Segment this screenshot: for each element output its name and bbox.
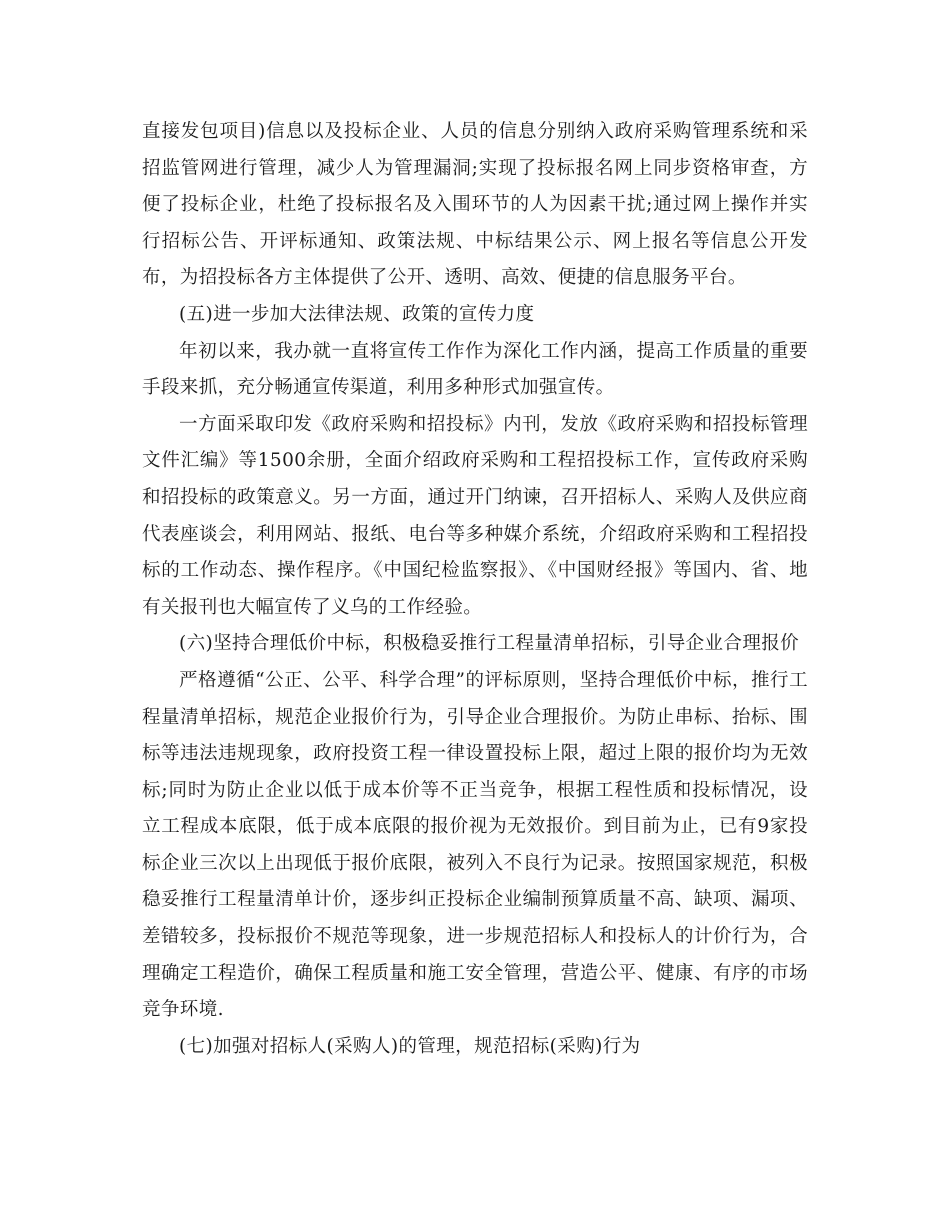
paragraph-continued: 直接发包项目)信息以及投标企业、人员的信息分别纳入政府采购管理系统和采招监管网进行管理，减少人为管理漏洞;实现了投标报名网上同步资格审查，方便了投标企业，杜绝了投标报名及入围环节的人为因素干扰;通过网上操作并实行招标公告、开评标通知、政策法规、中标结果公示、网上报名等信息公开发布，为招投标各方主体提供了公开、透明、高效、便捷的信息服务平台。 xyxy=(142,121,808,289)
section-heading-5: (五)进一步加大法律法规、政策的宣传力度 xyxy=(179,303,535,325)
section-heading-6: (六)坚持合理低价中标，积极稳妥推行工程量清单招标，引导企业合理报价 xyxy=(179,633,800,655)
paragraph: 一方面采取印发《政府采购和招投标》内刊，发放《政府采购和招投标管理文件汇编》等1500余册，全面介绍政府采购和工程招投标工作，宣传政府采购和招投标的政策意义。另一方面，通过开门纳谏，召开招标人、采购人及供应商代表座谈会，利用网站、报纸、电台等多种媒介系统，介绍政府采购和工程招投标的工作动态、操作程序。《中国纪检监察报》、《中国财经报》等国内、省、地有关报刊也大幅宣传了义乌的工作经验。 xyxy=(142,413,808,618)
paragraph: 严格遵循“公正、公平、科学合理”的评标原则，坚持合理低价中标，推行工程量清单招标，规范企业报价行为，引导企业合理报价。为防止串标、抬标、围标等违法违规现象，政府投资工程一律设置投标上限，超过上限的报价均为无效标;同时为防止企业以低于成本价等不正当竞争，根据工程性质和投标情况，设立工程成本底限，低于成本底限的报价视为无效报价。到目前为止，已有9家投标企业三次以上出现低于报价底限，被列入不良行为记录。按照国家规范，积极稳妥推行工程量清单计价，逐步纠正投标企业编制预算质量不高、缺项、漏项、差错较多，投标报价不规范等现象，进一步规范招标人和投标人的计价行为，合理确定工程造价，确保工程质量和施工安全管理，营造公平、健康、有序的市场竞争环境. xyxy=(142,669,808,1021)
section-heading-7: (七)加强对招标人(采购人)的管理，规范招标(采购)行为 xyxy=(179,1035,641,1057)
paragraph: 年初以来，我办就一直将宣传工作作为深化工作内涵，提高工作质量的重要手段来抓，充分畅通宣传渠道，利用多种形式加强宣传。 xyxy=(142,340,808,399)
document-body xyxy=(142,114,808,1065)
